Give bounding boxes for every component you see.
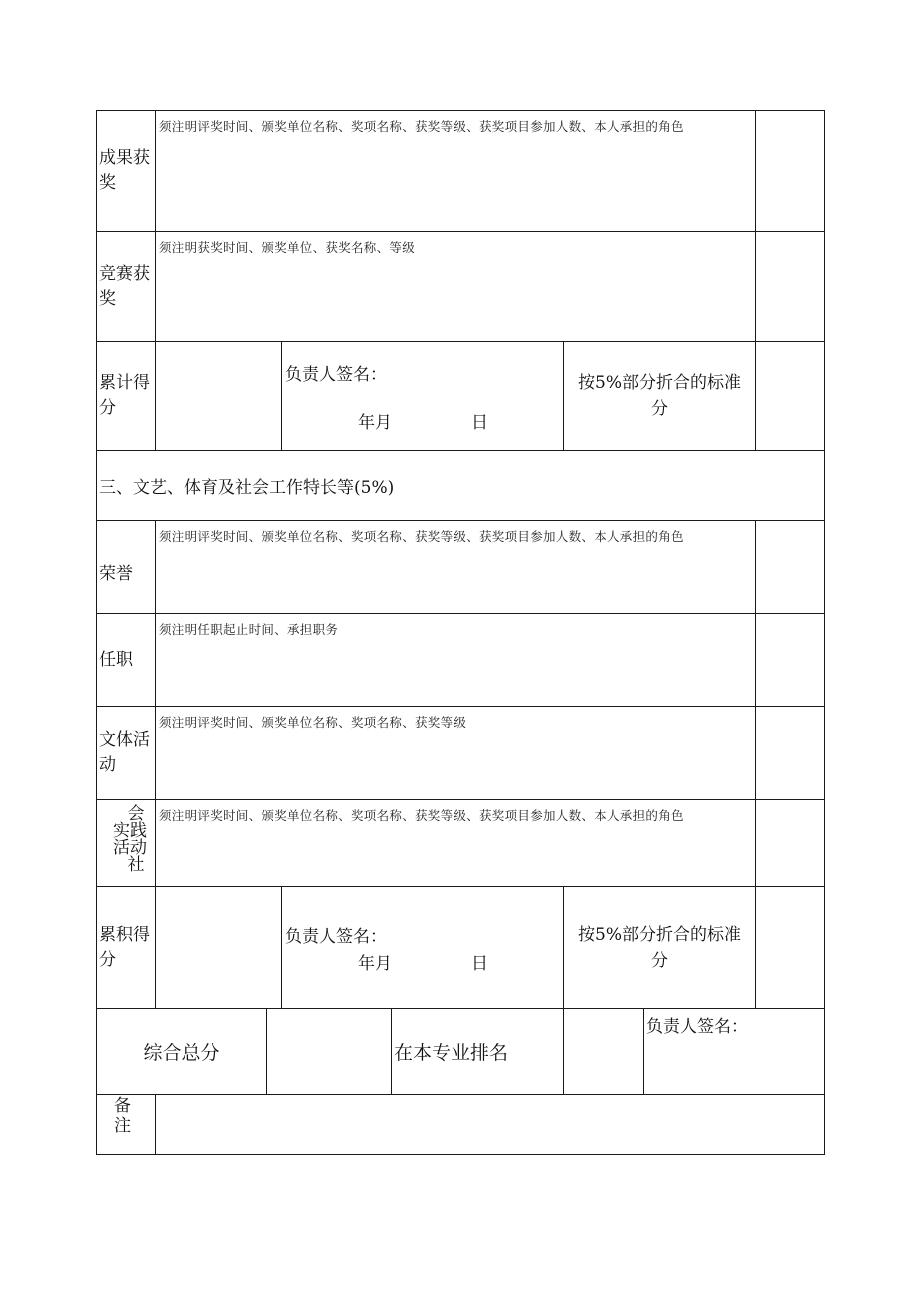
social-practice-label-line1: 会 [127, 804, 145, 824]
total-signature-cell[interactable] [643, 1008, 825, 1095]
sports-activity-label: 文体活动 [99, 730, 150, 775]
standard-score-label: 按5%部分折合的标准分 [578, 924, 741, 971]
cumulative-score-2-standard-value-cell[interactable] [755, 886, 825, 1009]
position-note-cell[interactable] [155, 613, 756, 707]
standard-score-label: 按5%部分折合的标准分 [578, 373, 741, 419]
year-month-label: 年月 [358, 954, 392, 974]
position-score-cell[interactable] [755, 613, 825, 707]
position-label: 任职 [99, 649, 133, 670]
competition-award-note-cell[interactable] [155, 231, 756, 342]
remarks-label-line2: 注 [114, 1116, 131, 1136]
competition-award-label-cell [96, 231, 156, 342]
signature-label: 负责人签名： [285, 365, 387, 385]
sports-activity-note-cell[interactable] [155, 706, 756, 800]
total-score-label-cell [96, 1008, 267, 1095]
remarks-label-cell [96, 1094, 156, 1155]
achievement-award-label: 成果获奖 [99, 148, 150, 193]
sports-activity-note: 须注明评奖时间、颁奖单位名称、奖项名称、获奖等级 [159, 715, 467, 730]
total-score-value-cell[interactable] [266, 1008, 392, 1095]
honor-note-cell[interactable] [155, 520, 756, 614]
total-signature-label: 负责人签名： [646, 1017, 748, 1037]
social-practice-label-cell [96, 799, 156, 887]
cumulative-score-2-standard-cell [563, 886, 756, 1009]
competition-award-score-cell[interactable] [755, 231, 825, 342]
rank-label: 在本专业排名 [394, 1042, 509, 1064]
cumulative-score-1-value-cell[interactable] [155, 341, 282, 451]
section-3-title: 三、文艺、体育及社会工作特长等(5%) [99, 478, 395, 498]
social-practice-label-line3: 活动 [113, 838, 147, 858]
cumulative-score-2-signature-cell[interactable] [281, 886, 564, 1009]
social-practice-note: 须注明评奖时间、颁奖单位名称、奖项名称、获奖等级、获奖项目参加人数、本人承担的角色 [159, 808, 684, 823]
social-practice-label-line2: 实践 [113, 821, 147, 841]
remarks-content-cell[interactable] [155, 1094, 825, 1155]
honor-label: 荣誉 [99, 563, 133, 584]
social-practice-note-cell[interactable] [155, 799, 756, 887]
rank-value-cell[interactable] [563, 1008, 644, 1095]
section-3-title-cell [96, 450, 825, 521]
cumulative-score-2-label-cell [96, 886, 156, 1009]
competition-award-note: 须注明获奖时间、颁奖单位、获奖名称、等级 [159, 240, 416, 255]
achievement-award-label-cell [96, 110, 156, 232]
cumulative-score-2-label: 累积得分 [99, 924, 150, 970]
honor-label-cell [96, 520, 156, 614]
honor-score-cell[interactable] [755, 520, 825, 614]
cumulative-score-1-signature-cell[interactable] [281, 341, 564, 451]
social-practice-label-line4: 社 [127, 855, 145, 875]
honor-note: 须注明评奖时间、颁奖单位名称、奖项名称、获奖等级、获奖项目参加人数、本人承担的角色 [159, 529, 684, 544]
position-label-cell [96, 613, 156, 707]
social-practice-score-cell[interactable] [755, 799, 825, 887]
year-month-label: 年月 [358, 413, 392, 433]
achievement-award-score-cell[interactable] [755, 110, 825, 232]
sports-activity-label-cell [96, 706, 156, 800]
remarks-label-line1: 备 [114, 1096, 131, 1116]
sports-activity-score-cell[interactable] [755, 706, 825, 800]
rank-label-cell [391, 1008, 564, 1095]
position-note: 须注明任职起止时间、承担职务 [159, 622, 339, 637]
achievement-award-note: 须注明评奖时间、颁奖单位名称、奖项名称、获奖等级、获奖项目参加人数、本人承担的角色 [159, 119, 684, 134]
cumulative-score-1-label-cell [96, 341, 156, 451]
cumulative-score-2-value-cell[interactable] [155, 886, 282, 1009]
total-score-label: 综合总分 [143, 1042, 220, 1064]
cumulative-score-1-standard-value-cell[interactable] [755, 341, 825, 451]
day-label: 日 [471, 413, 488, 433]
cumulative-score-1-standard-cell [563, 341, 756, 451]
signature-label: 负责人签名： [285, 927, 387, 947]
cumulative-score-1-label: 累计得分 [99, 373, 150, 418]
day-label: 日 [471, 954, 488, 974]
achievement-award-note-cell[interactable] [155, 110, 756, 232]
competition-award-label: 竞赛获奖 [99, 263, 150, 309]
